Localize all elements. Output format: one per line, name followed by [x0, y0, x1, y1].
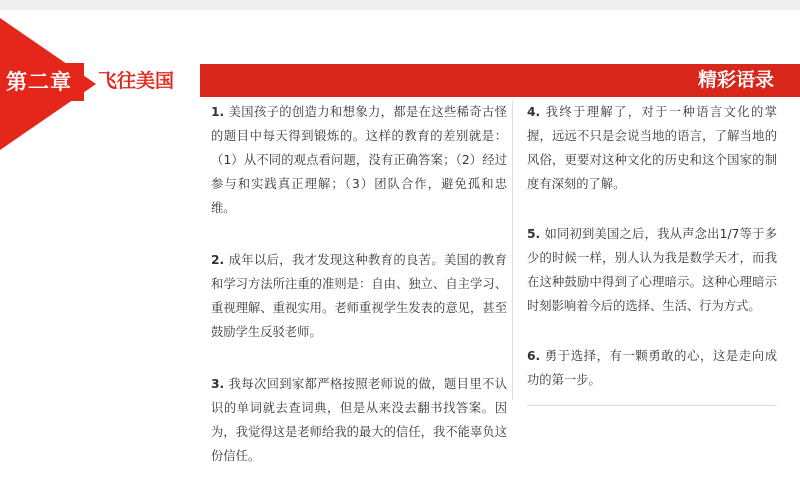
- quote-item: [527, 100, 777, 196]
- quote-number: 4.: [527, 105, 541, 119]
- quote-number: 6.: [527, 349, 541, 363]
- quote-item: [211, 100, 507, 220]
- quote-text: 美国孩子的创造力和想象力，都是在这些稀奇古怪的题目中每天得到锻炼的。这样的教育的差别就是：（1）从不同的观点看问题，没有正确答案；（2）经过参与和实践真正理解；（3）团队合作，避免孤和忠维。: [211, 105, 507, 215]
- column-divider: [512, 100, 513, 400]
- quote-text: 我终于理解了，对于一种语言文化的掌握，远远不只是会说当地的语言，了解当地的风俗，更要对这种文化的历史和这个国家的制度有深刻的了解。: [527, 105, 777, 191]
- quotes-left-column: [211, 100, 507, 496]
- quote-item: [211, 372, 507, 468]
- chapter-label: 第二章: [6, 70, 72, 94]
- quote-item: [527, 344, 777, 392]
- chapter-title: 飞往美国: [98, 70, 175, 92]
- quote-number: 5.: [527, 227, 541, 241]
- quote-text: 勇于选择，有一颗勇敢的心，这是走向成功的第一步。: [527, 349, 777, 387]
- quote-text: 成年以后，我才发现这种教育的良苦。美国的教育和学习方法所注重的准则是：自由、独立、自主学习、重视理解、重视实用。老师重视学生发表的意见，甚至鼓励学生反驳老师。: [211, 253, 507, 339]
- quote-item: [211, 248, 507, 344]
- quote-item: [527, 222, 777, 318]
- quotes-right-column: [527, 100, 777, 418]
- top-bar: [0, 0, 800, 10]
- section-title: 精彩语录: [697, 69, 774, 91]
- quote-number: 3.: [211, 377, 225, 391]
- quote-text: 我每次回到家都严格按照老师说的做，题目里不认识的单词就去查词典，但是从来没去翻书找答案。因为，我觉得这是老师给我的最大的信任，我不能辜负这份信任。: [211, 377, 507, 463]
- quote-number: 1.: [211, 105, 225, 119]
- quote-number: 2.: [211, 253, 225, 267]
- section-underline: [527, 405, 777, 406]
- quote-text: 如同初到美国之后，我从声念出1/7等于多少的时候一样，别人认为我是数学天才，而我在这种鼓励中得到了心理暗示。这种心理暗示时刻影响着今后的选择、生活、行为方式。: [527, 227, 777, 313]
